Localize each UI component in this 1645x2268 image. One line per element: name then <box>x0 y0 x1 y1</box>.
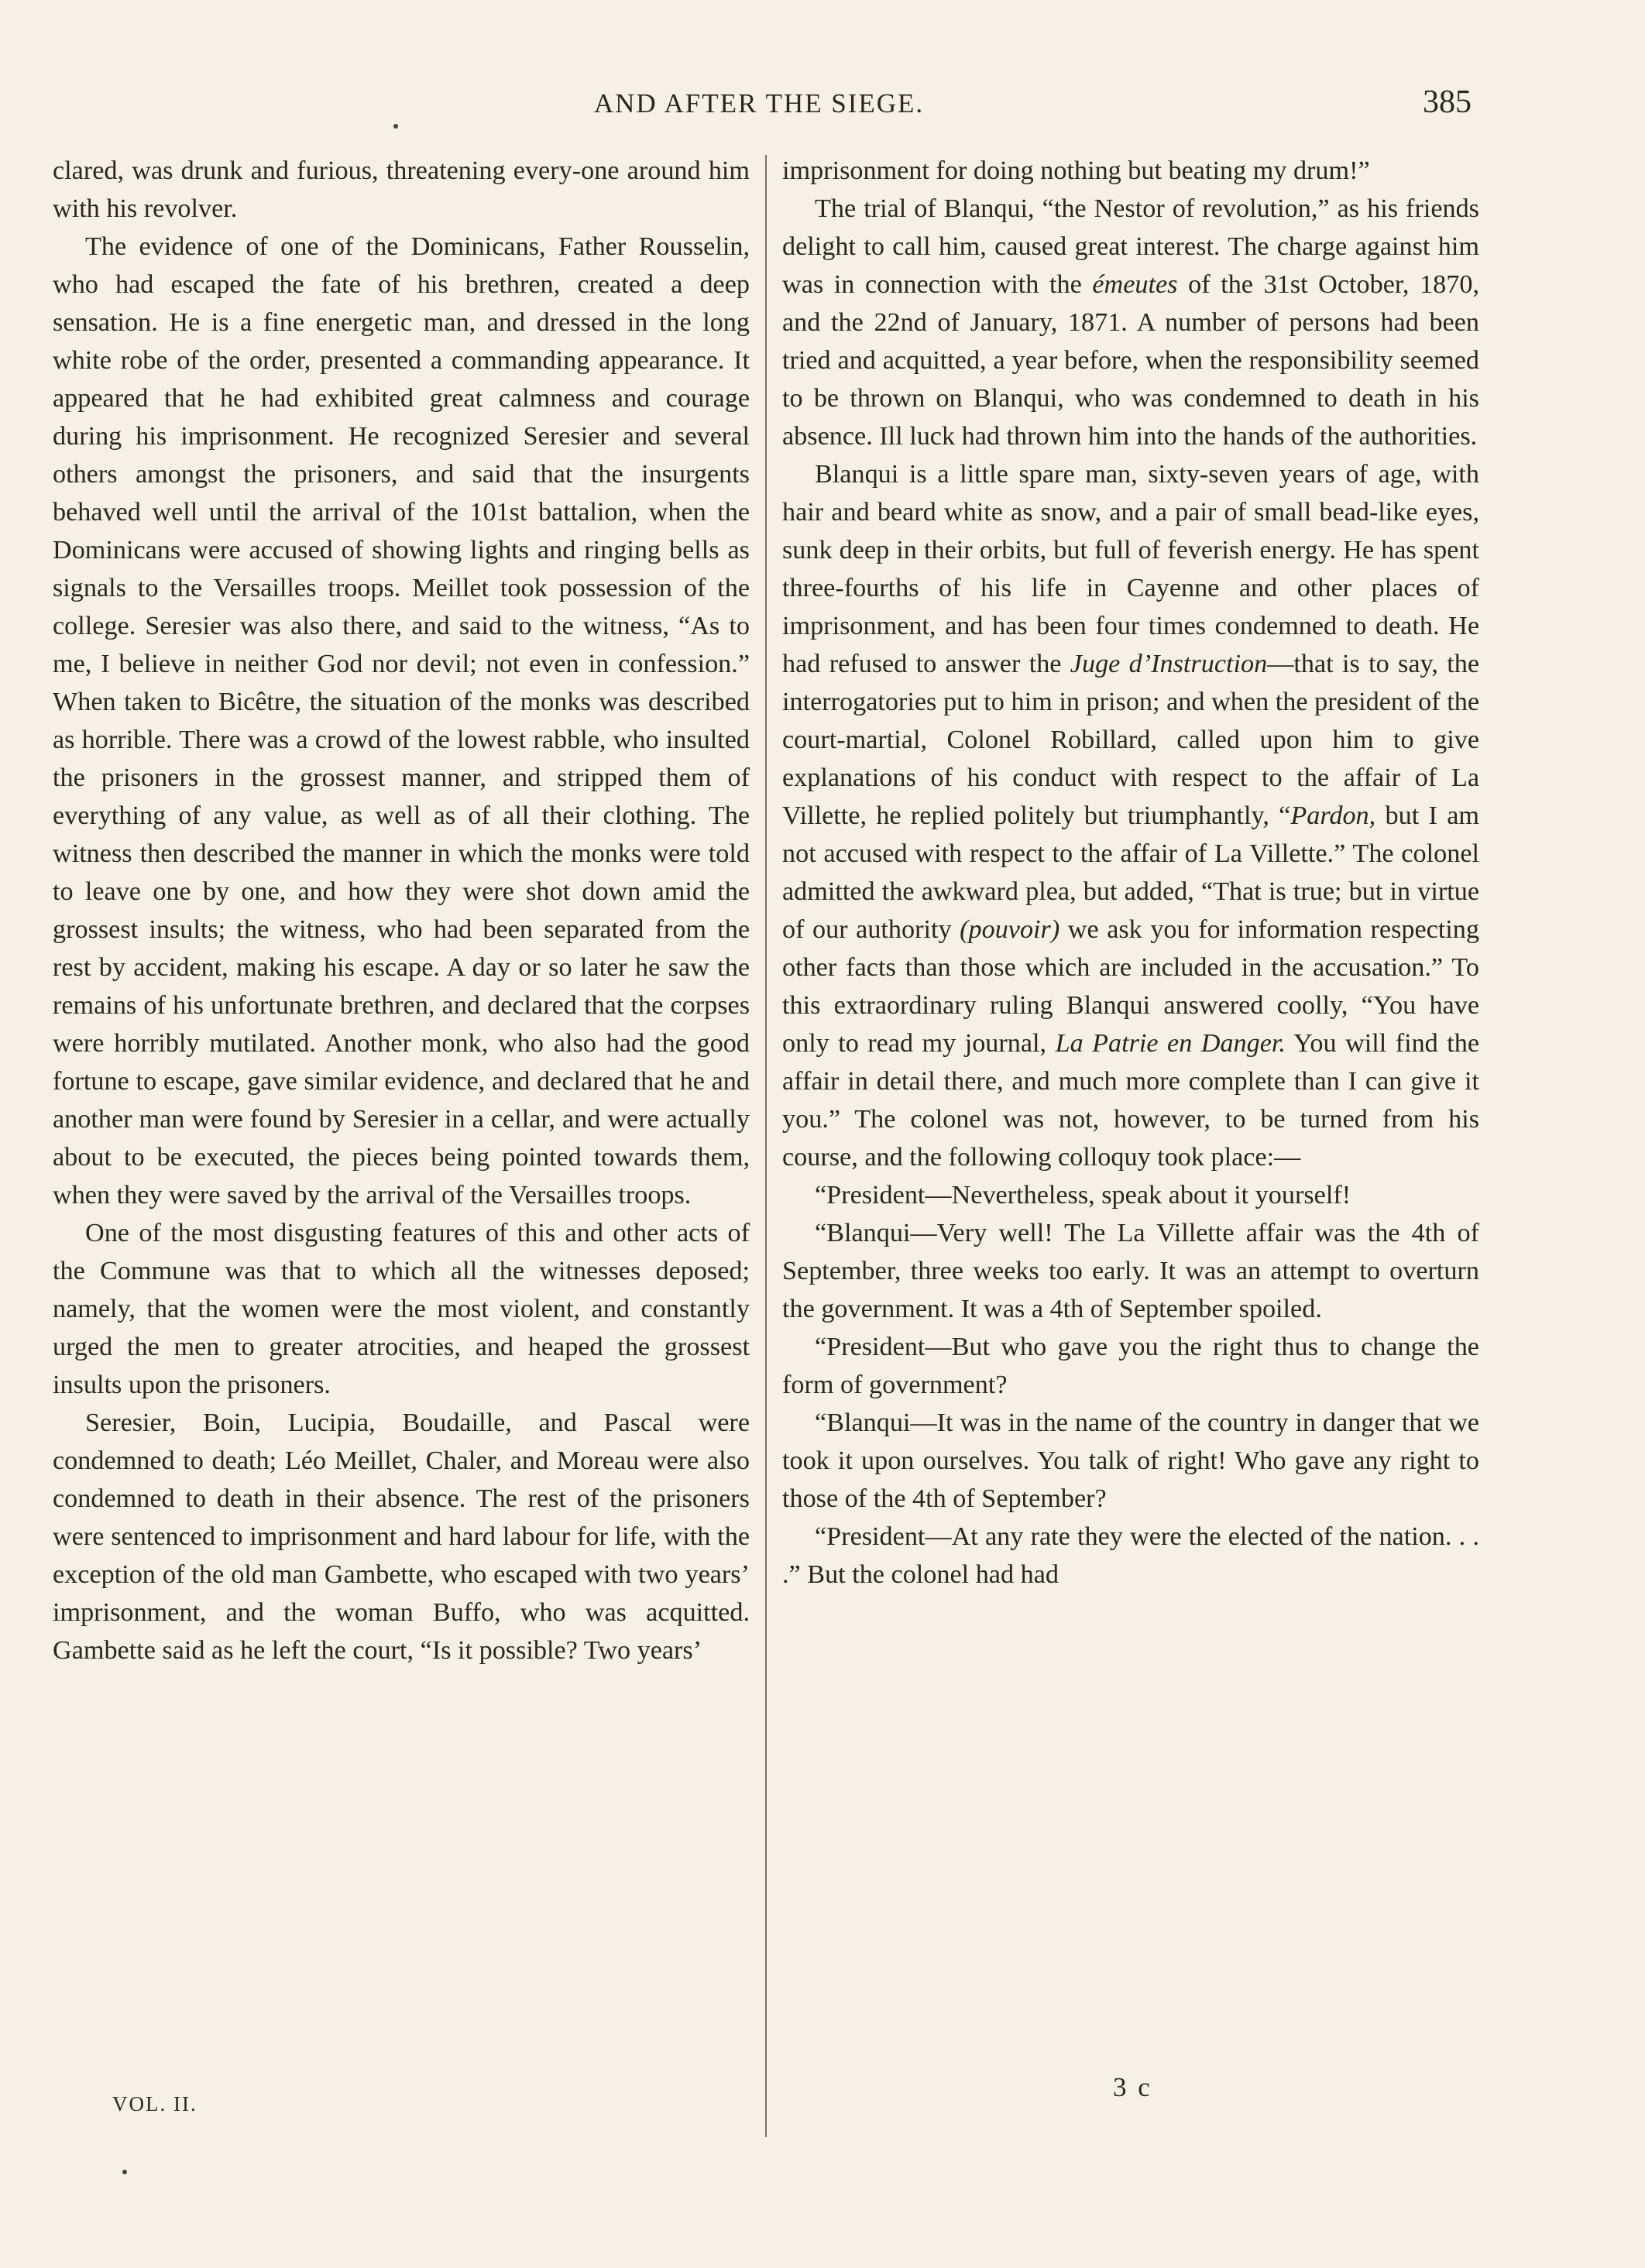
paragraph: Seresier, Boin, Lucipia, Boudaille, and Pascal were condemned to death; Léo Meillet, Chaler, and Moreau were also condemned to death in their absence. The rest of the prisoners were sentenced to imprisonment and hard labour for life, with the exception of the old man Gambette, who escaped with two years’ imprisonment, and the woman Buffo, who was acquitted. Gambette said as he left the court, “Is it possible? Two years’ <box>53 1408 750 1665</box>
paragraph: The trial of Blanqui, “the Nestor of revolution,” as his friends delight to call him, caused great interest. The charge against him was in connection with the émeutes of the 31st October, 1870, and the 22nd of January, 1871. A number of persons had been tried and acquitted, a year before, when the responsibility seemed to be thrown on Blanqui, who was condemned to death in his absence. Ill luck had thrown him into the hands of the authorities. <box>782 194 1480 451</box>
left-column <box>53 152 750 1669</box>
paragraph: The evidence of one of the Dominicans, Father Rousselin, who had escaped the fate of his brethren, created a deep sensation. He is a fine energetic man, and dressed in the long white robe of the order, presented a commanding appearance. It appeared that he had exhibited great calmness and courage during his imprisonment. He recognized Seresier and several others amongst the prisoners, and said that the insurgents behaved well until the arrival of the 101st battalion, when the Dominicans were accused of showing lights and ringing bells as signals to the Versailles troops. Meillet took possession of the college. Seresier was also there, and said to the witness, “As to me, I believe in neither God nor devil; not even in confession.” When taken to Bicêtre, the situation of the monks was described as horrible. There was a crowd of the lowest rabble, who insulted the prisoners in the grossest manner, and stripped them of everything of any value, as well as of all their clothing. The witness then described the manner in which the monks were told to leave one by one, and how they were shot down amid the grossest insults; the witness, who had been separated from the rest by accident, making his escape. A day or so later he saw the remains of his unfortunate brethren, and declared that the corpses were horribly mutilated. Another monk, who also had the good fortune to escape, gave similar evidence, and declared that he and another man were found by Seresier in a cellar, and were actually about to be executed, the pieces being pointed towards them, when they were saved by the arrival of the Versailles troops. <box>53 232 750 1209</box>
paragraph: Blanqui is a little spare man, sixty-seven years of age, with hair and beard white as snow, and a pair of small bead-like eyes, sunk deep in their orbits, but full of feverish energy. He has spent three-fourths of his life in Cayenne and other places of imprisonment, and has been four times condemned to death. He had refused to answer the Juge d’Instruction—that is to say, the interrogatories put to him in prison; and when the president of the court-martial, Colonel Robillard, called upon him to give explanations of his conduct with respect to the affair of La Villette, he replied politely but triumphantly, “Pardon, but I am not accused with respect to the affair of La Villette.” The colonel admitted the awkward plea, but added, “That is true; but in virtue of our authority (pouvoir) we ask you for information respecting other facts than those which are included in the accusation.” To this extraordinary ruling Blanqui answered coolly, “You have only to read my journal, La Patrie en Danger. You will find the affair in detail there, and much more complete than I can give it you.” The colonel was not, however, to be turned from his course, and the following colloquy took place:— <box>782 460 1480 1172</box>
paragraph: “President—But who gave you the right thus to change the form of government? <box>782 1333 1479 1399</box>
paragraph: “President—At any rate they were the elected of the nation. . . .” But the colonel had had <box>782 1522 1479 1589</box>
column-divider <box>765 155 767 2137</box>
paragraph: “Blanqui—It was in the name of the country in danger that we took it upon ourselves. You talk of right! Who gave any right to those of the 4th of September? <box>782 1408 1479 1513</box>
paragraph: “Blanqui—Very well! The La Villette affair was the 4th of September, three weeks too early. It was an attempt to overturn the government. It was a 4th of September spoiled. <box>782 1219 1479 1323</box>
paragraph: One of the most disgusting features of this and other acts of the Commune was that to which all the witnesses deposed; namely, that the women were the most violent, and constantly urged the men to greater atrocities, and heaped the grossest insults upon the prisoners. <box>53 1219 750 1399</box>
page-number: 385 <box>1423 84 1472 120</box>
paragraph: “President—Nevertheless, speak about it yourself! <box>815 1181 1351 1209</box>
paper-speck <box>122 2170 127 2174</box>
paragraph: imprisonment for doing nothing but beating my drum!” <box>782 156 1370 185</box>
right-column <box>782 152 1479 1594</box>
paper-speck <box>393 124 398 129</box>
volume-mark: VOL. II. <box>112 2092 197 2115</box>
running-head <box>46 84 1472 130</box>
paragraph: clared, was drunk and furious, threatening every-one around him with his revolver. <box>53 156 750 223</box>
running-title: AND AFTER THE SIEGE. <box>593 88 925 118</box>
signature-mark: 3 c <box>1113 2072 1152 2102</box>
